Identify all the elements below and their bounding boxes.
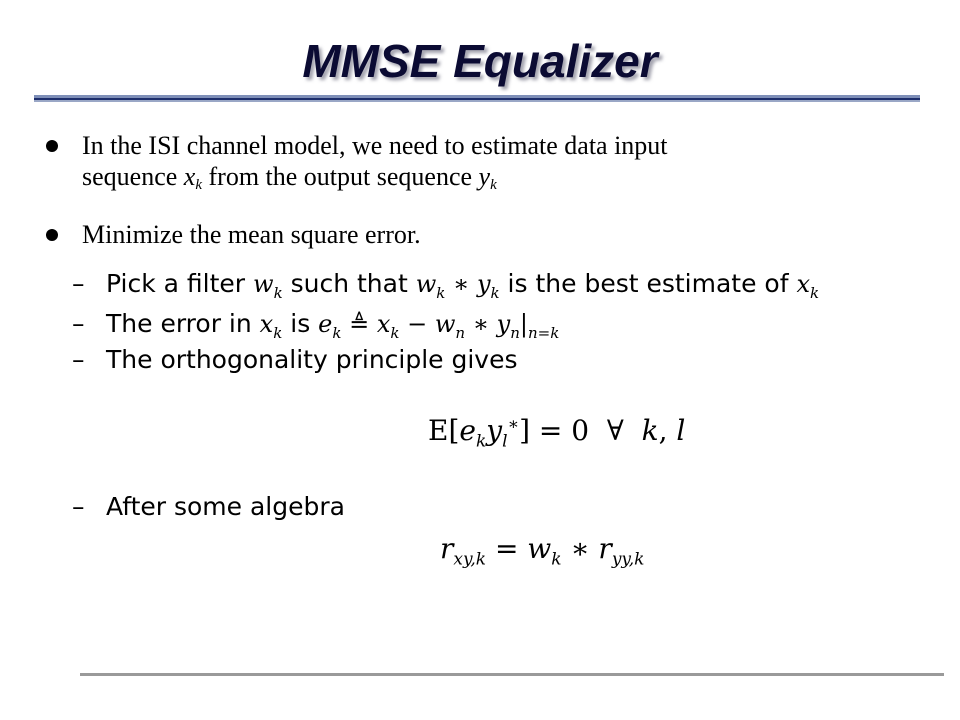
bullet-text: Minimize the mean square error. bbox=[82, 220, 421, 249]
sub-item-algebra: – After some algebra bbox=[72, 492, 345, 521]
bullet-isi bbox=[46, 130, 906, 194]
footer-divider bbox=[80, 673, 944, 676]
bullet-mmse bbox=[46, 219, 906, 251]
title-underline-light bbox=[34, 100, 920, 102]
result-equation: $r_{xy,k} = w_k$ ∗ $r_{yy,k}$ bbox=[440, 532, 645, 570]
sub-item-orthogonality: – The orthogonality principle gives bbox=[72, 345, 518, 374]
bullet-text: In the ISI channel model, we need to estimate data input sequence $x_k$ from the output sequence $y_k$ bbox=[82, 131, 668, 193]
sub-item-pick-filter: – Pick a filter $w_k$ such that $w_k$ ∗ $y_k$ is the best estimate of $x_k$ bbox=[72, 269, 820, 302]
sub-item-error: – The error in $x_k$ is $e_k$ ≜ $x_k - w_n$ ∗ $y_n|_{n=k}$ bbox=[72, 309, 560, 342]
bullet-dot-icon bbox=[46, 229, 58, 241]
bullet-dot-icon bbox=[46, 140, 58, 152]
slide-title: MMSE Equalizer bbox=[302, 35, 658, 87]
orthogonality-equation: $E[e_ky_l^∗] = 0$ ∀ k, l bbox=[428, 414, 686, 452]
